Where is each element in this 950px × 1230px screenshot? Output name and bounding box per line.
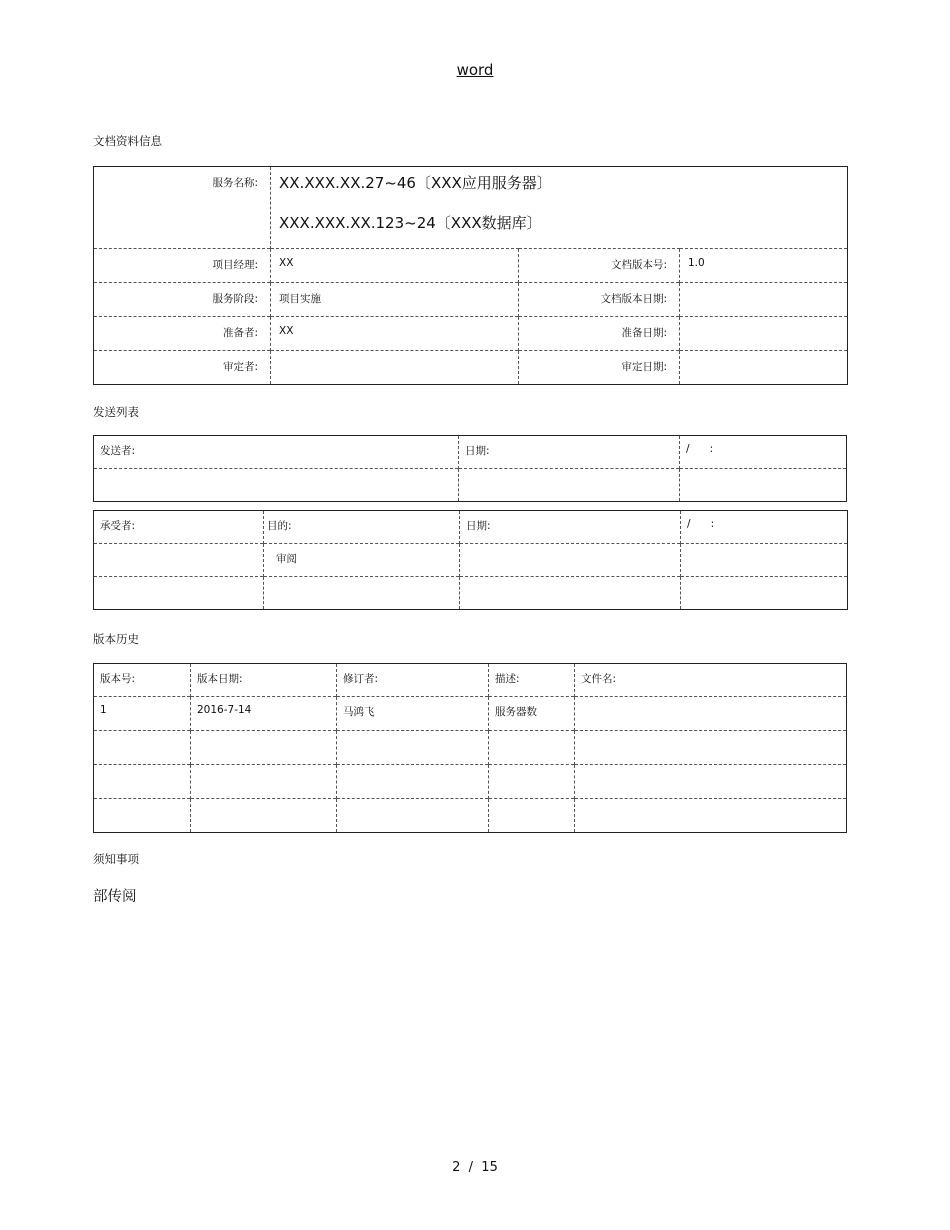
vh-cell [575,731,847,765]
doc-version-value: 1.0 [680,249,848,283]
sender-table [93,435,847,502]
doc-info-table [93,166,848,385]
sender-time-cell [680,469,847,502]
doc-version-date-label: 文档版本日期: [519,283,680,317]
reviewer-label: 审定者: [94,351,271,385]
notice-text: 部传阅 [93,889,137,905]
header-title: word [456,61,494,79]
sender-date-label: 日期: [459,436,680,469]
receiver-date-cell [460,577,681,610]
stage-value: 项目实施 [271,283,519,317]
version-history-table [93,663,847,833]
stage-label: 服务阶段: [94,283,271,317]
vh-cell [575,799,847,833]
version-history-section-title: 版本历史 [93,632,139,646]
sender-cell [94,469,459,502]
receiver-time-cell [681,577,848,610]
service-name-label: 服务名称: [212,177,258,189]
review-date-label: 审定日期: [519,351,680,385]
preparer-label: 准备者: [94,317,271,351]
vh-cell [94,731,191,765]
service-name-value [271,167,848,249]
doc-version-date-value [680,283,848,317]
sender-date-cell [459,469,680,502]
vh-cell: 马鸿飞 [337,697,489,731]
pm-label: 项目经理: [94,249,271,283]
purpose-label: 目的: [264,511,460,544]
vh-header-reviser: 修订者: [337,664,489,697]
receiver-cell [94,544,264,577]
reviewer-value [271,351,519,385]
table-row [94,765,847,799]
receiver-slash-label: / : [681,511,848,544]
table-row [94,697,847,731]
vh-cell [191,731,337,765]
table-row [94,799,847,833]
prep-date-value [680,317,848,351]
receiver-table [93,510,848,610]
receiver-date-cell [460,544,681,577]
preparer-value: XX [271,317,519,351]
vh-header-date: 版本日期: [191,664,337,697]
service-line-1: XX.XXX.XX.27~46〔XXX应用服务器〕 [279,174,552,192]
vh-cell [94,765,191,799]
vh-cell [337,765,489,799]
table-row [94,731,847,765]
page-number: 2 / 15 [452,1160,498,1175]
vh-header-description: 描述: [489,664,575,697]
prep-date-label: 准备日期: [519,317,680,351]
receiver-time-cell [681,544,848,577]
purpose-cell [264,577,460,610]
receiver-cell [94,577,264,610]
send-list-section-title: 发送列表 [93,405,139,419]
vh-cell [191,765,337,799]
sender-slash-label: / : [680,436,847,469]
vh-cell [489,731,575,765]
review-date-value [680,351,848,385]
receiver-date-label: 日期: [460,511,681,544]
vh-header-filename: 文件名: [575,664,847,697]
pm-value: XX [271,249,519,283]
vh-cell [337,799,489,833]
vh-cell [575,765,847,799]
vh-cell [191,799,337,833]
vh-cell: 2016-7-14 [191,697,337,731]
receiver-label: 承受者: [100,520,136,532]
purpose-value: 审阅 [264,544,460,577]
vh-cell [489,765,575,799]
vh-cell [489,799,575,833]
service-line-2: XXX.XXX.XX.123~24〔XXX数据库〕 [279,214,542,232]
vh-cell [575,697,847,731]
vh-cell: 1 [94,697,191,731]
vh-cell [94,799,191,833]
notice-section-title: 须知事项 [93,852,139,866]
vh-cell [337,731,489,765]
sender-label: 发送者: [100,445,136,457]
vh-cell: 服务器数 [489,697,575,731]
doc-version-label: 文档版本号: [519,249,680,283]
vh-header-version: 版本号: [100,673,136,685]
doc-info-section-title: 文档资料信息 [93,134,162,148]
